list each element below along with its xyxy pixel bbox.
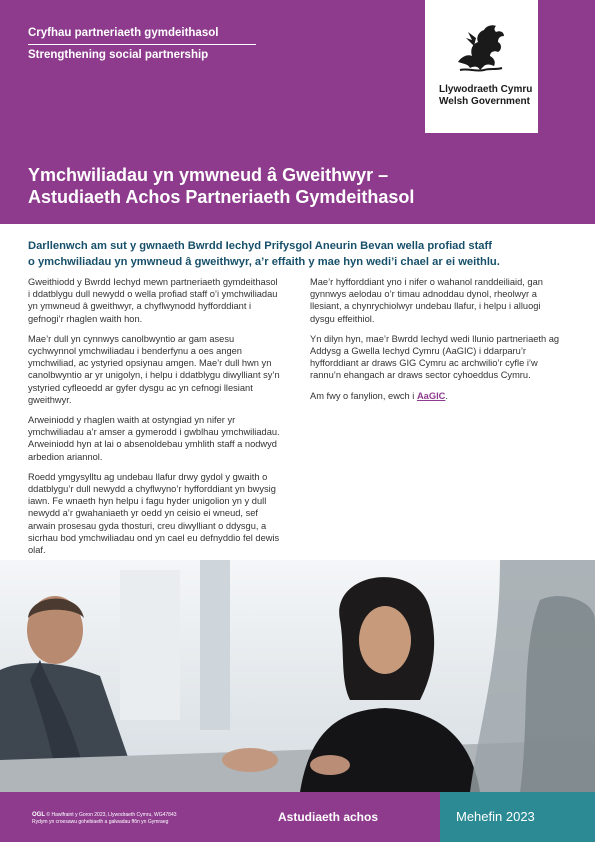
copyright-line1: © Hawlfraint y Goron 2023, Llywodraeth Cymru, WG47843 [46,812,177,818]
body-column-left [28,276,280,564]
copyright-notice [32,812,177,826]
body-paragraph: Mae’r dull yn cynnwys canolbwyntio ar gam asesu cychwynnol ymchwiliadau i benderfynu a oes angen ymchwiliad, ac ystyried opsiynau amgen. Mae’r dull hwn yn canolbwyntio ar yr unigolyn, i helpu i ddatblygu diwylliant sy’n ystyried cyfleoedd ar gyfer dysgu ac yn cefnogi llesiant gweithwyr. [28,333,280,405]
more-info-prefix: Am fwy o fanylion, ewch i [310,390,417,401]
copyright-line2: Rydym yn croesawu gohebiaeth a galwadau ffôn yn Gymraeg [32,819,169,825]
tagline-english: Strengthening social partnership [28,49,209,61]
intro-line1: Darllenwch am sut y gwnaeth Bwrdd Iechyd Prifysgol Aneurin Bevan wella profiad staff [28,240,492,252]
body-paragraph: Arweiniodd y rhaglen waith at ostyngiad yn nifer yr ymchwiliadau a’r amser a gymerodd i gwblhau ymchwiliadau. Arweiniodd hyn at lai o absenoldebau ymhlith staff a nodwyd arbedion ariannol. [28,415,280,462]
body-paragraph-more-info [310,390,562,402]
publication-date: Mehefin 2023 [456,809,535,824]
body-paragraph: Mae’r hyfforddiant yno i nifer o wahanol randdeiliaid, gan gynnwys aelodau o’r timau adnoddau dynol, rheolwyr a llesiant, a chynrychiolwyr undebau llafur, i helpu i alluogi dysgu effeithiol. [310,277,543,324]
body-column-right [310,276,562,410]
logo-text-english: Welsh Government [439,96,530,107]
intro-line2: o ymchwiliadau yn ymwneud â gweithwyr, a’r effaith y mae hyn wedi’i chael ar ei weithlu. [28,256,500,268]
page-title-line1: Ymchwiliadau yn ymwneud â Gweithwyr – [28,165,389,185]
header-banner [0,0,595,224]
body-paragraph: Gweithiodd y Bwrdd Iechyd mewn partneriaeth gymdeithasol i ddatblygu dull newydd o wella profiad staff o’i ymchwiliadau yn ymwneud â gweithwyr, a chyflwynodd hyfforddiant i gefnogi’r rhaglen waith hon. [28,277,278,324]
more-info-suffix: . [445,390,448,401]
tagline-welsh: Cryfhau partneriaeth gymdeithasol [28,27,219,39]
body-paragraph: Yn dilyn hyn, mae’r Bwrdd Iechyd wedi llunio partneriaeth ag Addysg a Gwella Iechyd Cymru (AaGIC) i ddarparu’r hyfforddiant ar draws GIG Cymru ac archwilio’r cyfle i’w rannu’n ehangach ar draws sector cyhoeddus Cymru. [310,333,560,381]
tagline-divider [28,44,256,45]
aagic-link[interactable]: AaGIC [416,390,446,401]
meeting-photo [0,560,595,792]
dragon-icon [450,18,510,78]
welsh-government-logo [425,0,538,133]
body-paragraph: Roedd ymgysylltu ag undebau llafur drwy gydol y gwaith o ddatblygu’r dull newydd a chyflwyno’r hyfforddiant yn bwysig iawn. Fe wnaeth hyn helpu i fagu hyder unigolion yn y dull newydd a’r gwahaniaeth yr oedd yn ceisio ei wneud, sef arwain prosesau gyda thosturi, creu diwylliant o ddysgu, a sicrhau bod ymchwiliadau ond yn cael eu defnyddio fel dewis olaf. [28,471,280,556]
logo-text-welsh: Llywodraeth Cymru [439,84,533,95]
page-title-line2: Astudiaeth Achos Partneriaeth Gymdeithasol [28,187,415,207]
meeting-photo-illustration [0,560,595,792]
page-title [28,164,568,208]
ogl-mark: OGL [32,812,45,818]
case-study-label: Astudiaeth achos [278,810,379,824]
intro-summary [28,238,568,270]
